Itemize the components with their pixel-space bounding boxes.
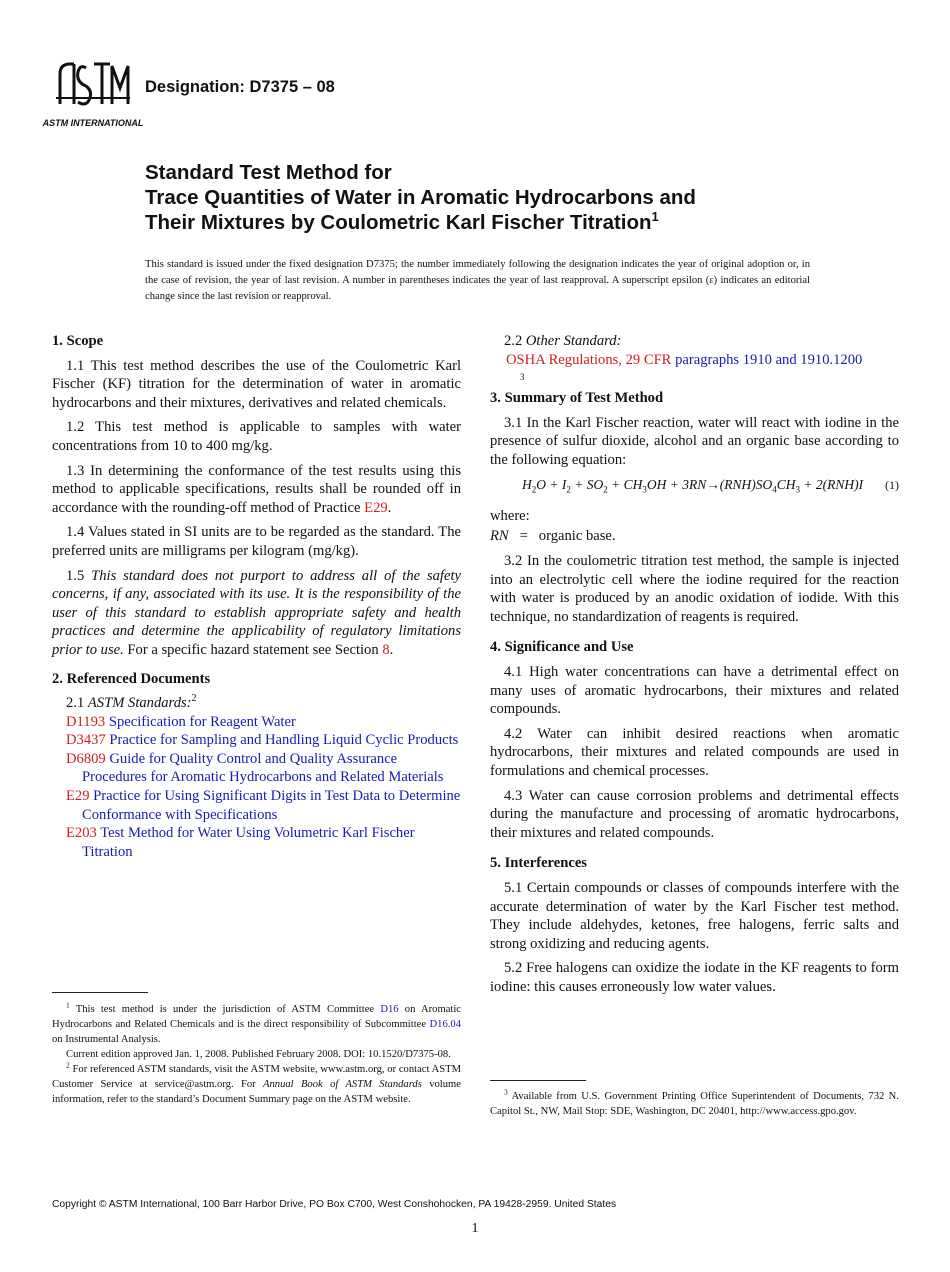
- issued-note: This standard is issued under the fixed designation D7375; the number immediately following the designation indicates the year of original adoption or, in the case of revision, the year of last revision. A number in parentheses indicates the year of last reapproval. A superscript epsilon (ε) indicates an editorial change since the last revision or reapproval.: [145, 259, 810, 302]
- footnote-2-text-a: For referenced ASTM standards, visit the ASTM website, www.astm.org, or contact ASTM Customer Service at service@astm.org. For: [52, 1064, 462, 1090]
- other-standard-num: 2.2: [504, 333, 526, 349]
- title-line-1: Standard Test Method for: [145, 161, 392, 184]
- paragraph-1-3: [52, 462, 461, 518]
- ref-item[interactable]: [52, 824, 461, 861]
- paragraph-1-3-text: 1.3 In determining the conformance of the test results using this method to applicable specifications, results shall be rounded off in accordance with the rounding-off method of Practice: [52, 462, 461, 516]
- astm-standards-text: ASTM Standards:: [87, 695, 192, 712]
- paragraph-1-1: 1.1 This test method describes the use of the Coulometric Karl Fischer (KF) titration for the determination of water in aromatic hydrocarbons and their mixtures, derivatives and related chemicals.: [52, 357, 461, 411]
- footnote-2: [52, 1062, 461, 1107]
- paragraph-4-3: 4.3 Water can cause corrosion problems and detrimental effects during the manufacture and processing of aromatic hydrocarbons, their mixtures and related compounds.: [490, 787, 899, 841]
- ref-code[interactable]: E29: [66, 788, 90, 805]
- link-d16[interactable]: D16: [380, 1004, 399, 1015]
- ref-item[interactable]: [52, 787, 461, 824]
- document-title: [145, 160, 845, 235]
- paragraph-5-1: 5.1 Certain compounds or classes of compounds interfere with the accurate determination of water by the Karl Fischer test method. They include aldehydes, ketones, free halogens, ferric salts and strong oxidizing and reducing agents.: [490, 879, 899, 952]
- footnote-3: [490, 1089, 899, 1119]
- footnote-1-edition: Current edition approved Jan. 1, 2008. Published February 2008. DOI: 10.1520/D7375-08.: [66, 1049, 451, 1060]
- left-column: [52, 332, 461, 861]
- ref-code[interactable]: D6809: [66, 750, 106, 767]
- ref-item[interactable]: [52, 713, 461, 732]
- paragraph-4-1: 4.1 High water concentrations can have a detrimental effect on many uses of aromatic hydrocarbons, their mixtures and related compounds.: [490, 664, 899, 718]
- rn-symbol: RN: [490, 528, 509, 545]
- page-number: 1: [471, 1221, 479, 1236]
- equation-number: (1): [885, 477, 899, 492]
- footnote-1-text-a: This test method is under the jurisdiction of ASTM Committee: [75, 1004, 381, 1015]
- footnote-3-mark: 3: [504, 1087, 508, 1097]
- ref-title[interactable]: Guide for Quality Control and Quality Assurance Procedures for Aromatic Hydrocarbons and Related Materials: [82, 750, 444, 786]
- footnote-1-text-c: on Instrumental Analysis.: [52, 1034, 161, 1045]
- ref-item[interactable]: [52, 731, 461, 750]
- section-heading-referenced: 2. Referenced Documents: [52, 670, 211, 687]
- ref-item[interactable]: [52, 750, 461, 787]
- rn-definition: [490, 527, 899, 546]
- other-standard-text: Other Standard:: [525, 333, 622, 349]
- right-column: [490, 332, 899, 1003]
- paragraph-1-5-num: 1.5: [66, 567, 92, 584]
- paragraph-1-3-end: .: [387, 499, 392, 516]
- footnote-divider: [52, 992, 148, 993]
- paragraph-5-2: 5.2 Free halogens can oxidize the iodate in the KF reagents to form iodine: this causes erroneously low water values.: [490, 960, 899, 995]
- section-heading-scope: 1. Scope: [52, 333, 104, 349]
- paragraph-1-5-end: .: [389, 641, 394, 658]
- rn-def: organic base.: [538, 528, 616, 545]
- link-d16-04[interactable]: D16.04: [429, 1019, 461, 1030]
- astm-footnote-mark: 2: [191, 693, 197, 705]
- footnotes-left: [52, 1002, 461, 1107]
- paragraph-4-2: 4.2 Water can inhibit desired reactions when aromatic hydrocarbons, their mixtures and related compounds are used in formulations and chemical processes.: [490, 725, 899, 779]
- paragraph-3-2: 3.2 In the coulometric titration test method, the sample is injected into an electrolytic cell where the iodine required for the reaction with water is produced by an anodic oxidation of iodide. With this technique, no standardization of reagents is required.: [490, 553, 899, 625]
- footnotes-right: [490, 1089, 899, 1119]
- logo-wordmark: ASTM INTERNATIONAL: [42, 118, 144, 128]
- footnote-divider: [490, 1080, 586, 1081]
- paragraph-1-2: 1.2 This test method is applicable to samples with water concentrations from 10 to 400 mg/kg.: [52, 419, 461, 454]
- karl-fischer-equation: $H_2O + I_2 + SO_2 + CH_3OH + 3RN\to(RNH)SO_4CH_3 + 2(RNH)I$ (1): [522, 476, 899, 495]
- ref-title[interactable]: Practice for Sampling and Handling Liquid Cyclic Products: [109, 732, 459, 749]
- designation: Designation: D7375 – 08: [145, 78, 335, 96]
- section-heading-summary: 3. Summary of Test Method: [490, 390, 664, 407]
- paragraph-1-4: 1.4 Values stated in SI units are to be regarded as the standard. The preferred units are milligrams per kilogram (mg/kg).: [52, 524, 461, 559]
- section-heading-interferences: 5. Interferences: [490, 855, 587, 872]
- footnote-2-italic: Annual Book of ASTM Standards: [263, 1079, 422, 1090]
- link-e29[interactable]: E29: [364, 499, 388, 516]
- ref-code[interactable]: D3437: [66, 732, 106, 749]
- paragraph-1-5-text: For a specific hazard statement see Section: [123, 641, 383, 658]
- title-line-2: Trace Quantities of Water in Aromatic Hydrocarbons and: [145, 186, 696, 209]
- title-line-3-text: Their Mixtures by Coulometric Karl Fischer Titration: [145, 211, 652, 234]
- ref-code[interactable]: OSHA Regulations, 29 CFR: [506, 351, 672, 368]
- footnote-2-mark: 2: [66, 1060, 70, 1070]
- astm-standards-label: [52, 694, 461, 713]
- ref-code[interactable]: D1193: [66, 713, 106, 730]
- ref-title[interactable]: Practice for Using Significant Digits in Test Data to Determine Conformance with Specifications: [82, 788, 461, 823]
- other-standard-label: [490, 332, 899, 351]
- footnote-1-text-b: on Aromatic Hydrocarbons and Related Chemicals and is the direct responsibility of Subcommittee: [52, 1004, 461, 1030]
- astm-standards-num: 2.1: [66, 695, 88, 712]
- footnote-3-text: Available from U.S. Government Printing Office Superintendent of Documents, 732 N. Capitol St., NW, Mail Stop: SDE, Washington, DC 20401, http://www.access.gpo.gov.: [490, 1091, 899, 1117]
- ref-code[interactable]: E203: [66, 825, 97, 842]
- ref-title[interactable]: Test Method for Water Using Volumetric Karl Fischer Titration: [82, 825, 415, 860]
- footnote-2-text-b: volume information, refer to the standard’s Document Summary page on the ASTM website.: [52, 1079, 461, 1105]
- osha-footnote-mark: 3: [520, 371, 525, 382]
- ref-title[interactable]: Specification for Reagent Water: [108, 713, 296, 730]
- title-line-3: [145, 210, 845, 235]
- rn-equals: =: [519, 528, 528, 545]
- paragraph-3-1: 3.1 In the Karl Fischer reaction, water will react with iodine in the presence of sulfur dioxide, alcohol and an organic base according to the following equation:: [490, 414, 899, 468]
- safety-caveat: This standard does not purport to address all of the safety concerns, if any, associated with its use. It is the responsibility of the user of this standard to establish appropriate safety and health practices and determine the applicability of regulatory limitations prior to use.: [52, 567, 461, 658]
- copyright-notice: Copyright © ASTM International, 100 Barr Harbor Drive, PO Box C700, West Conshohocken, PA 19428-2959. United States: [52, 1199, 617, 1210]
- ref-title[interactable]: paragraphs 1910 and 1910.1200: [675, 351, 863, 368]
- footnote-1: [52, 1002, 461, 1047]
- section-heading-significance: 4. Significance and Use: [490, 639, 634, 656]
- ref-item-osha[interactable]: [490, 351, 899, 382]
- footnote-1-mark: 1: [66, 1000, 70, 1010]
- link-section-8[interactable]: 8: [382, 641, 390, 658]
- paragraph-1-5: [52, 567, 461, 660]
- astm-logo: [42, 58, 144, 130]
- title-footnote-mark: 1: [651, 209, 659, 225]
- where-label: where:: [490, 507, 530, 524]
